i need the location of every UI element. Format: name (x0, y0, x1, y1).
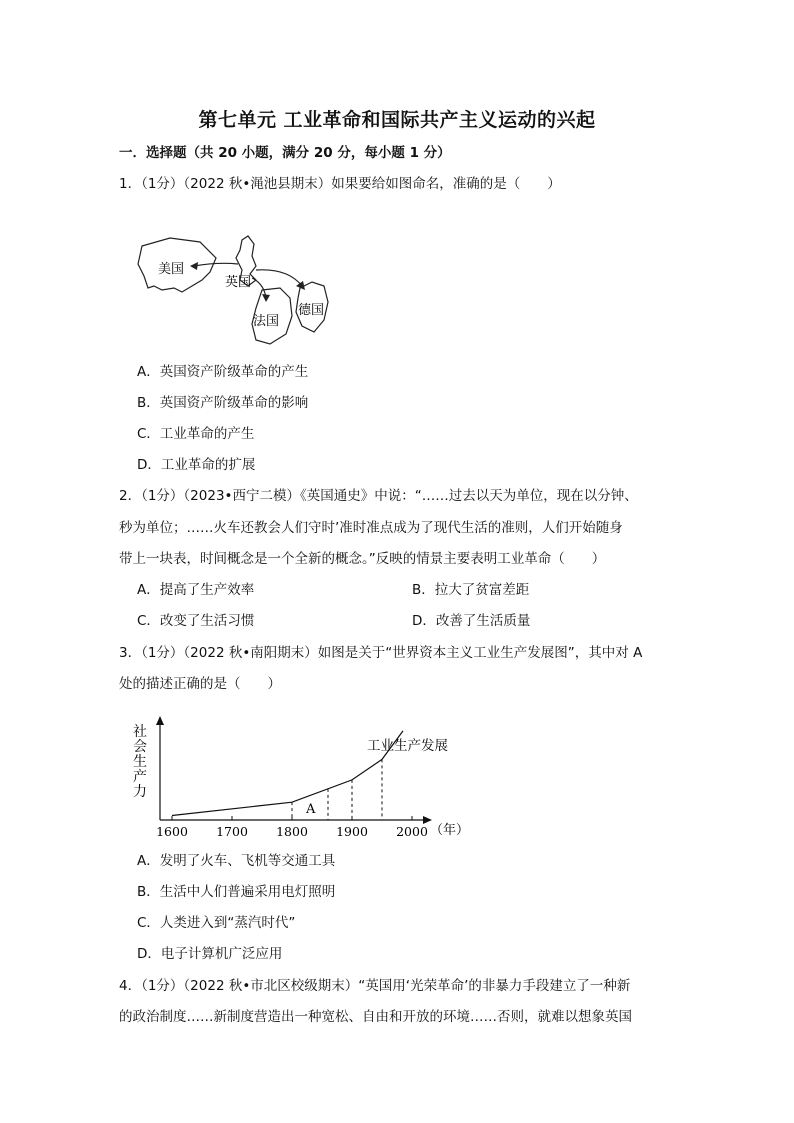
y-label-char-3: 产 (133, 769, 147, 785)
region-label-a: A (306, 802, 316, 817)
q1-option-a[interactable]: A．英国资产阶级革命的产生 (137, 364, 309, 380)
industrial-spread-map (130, 228, 360, 350)
x-tick-label-1700: 1700 (216, 824, 248, 839)
x-tick-label-1600: 1600 (156, 824, 188, 839)
map-label-germany: 德国 (298, 303, 325, 318)
q1-option-d[interactable]: D．工业革命的扩展 (137, 457, 256, 473)
q2-option-b[interactable]: B．拉大了贫富差距 (412, 582, 530, 598)
q3-option-a[interactable]: A．发明了火车、飞机等交通工具 (137, 853, 336, 869)
q2-option-c[interactable]: C．改变了生活习惯 (137, 613, 255, 629)
q2-stem-line3: 带上一块表，时间概念是一个全新的概念。”反映的情景主要表明工业革命（ ） (119, 551, 606, 567)
y-label-char-0: 社 (133, 724, 147, 740)
y-label-char-4: 力 (133, 784, 147, 800)
map-label-britain: 英国 (225, 275, 252, 290)
map-label-usa: 美国 (158, 262, 185, 277)
arrow-to-germany (256, 270, 302, 286)
q1-option-b[interactable]: B．英国资产阶级革命的影响 (137, 395, 309, 411)
q3-stem-line2: 处的描述正确的是（ ） (119, 676, 281, 692)
map-label-france: 法国 (253, 314, 280, 329)
industrial-production-chart (130, 716, 490, 846)
x-tick-label-2000: 2000 (396, 824, 428, 839)
y-label-char-1: 会 (133, 739, 147, 755)
q1-option-c[interactable]: C．工业革命的产生 (137, 426, 255, 442)
section-heading: 一．选择题（共 20 小题，满分 20 分，每小题 1 分） (119, 145, 451, 161)
y-axis-label (133, 724, 147, 800)
x-tick-label-1900: 1900 (336, 824, 368, 839)
x-unit-label: （年） (430, 823, 470, 838)
q3-option-c[interactable]: C．人类进入到“蒸汽时代” (137, 915, 296, 931)
series-label: 工业生产发展 (367, 738, 448, 754)
arrow-to-usa (194, 263, 238, 266)
q2-option-a[interactable]: A．提高了生产效率 (137, 582, 255, 598)
q2-stem-line1: 2．（1分）（2023•西宁二模）《英国通史》中说：“……过去以天为单位，现在以分钟、 (119, 488, 638, 504)
q3-stem-line1: 3．（1分）（2022 秋•南阳期末）如图是关于“世界资本主义工业生产发展图”，其中对 A (119, 645, 643, 661)
page-title: 第七单元 工业革命和国际共产主义运动的兴起 (198, 109, 596, 131)
q2-option-d[interactable]: D．改善了生活质量 (412, 613, 531, 629)
x-tick-label-1800: 1800 (276, 824, 308, 839)
q1-stem: 1．（1分）（2022 秋•渑池县期末）如果要给如图命名，准确的是（ ） (119, 176, 561, 192)
q2-stem-line2: 秒为单位；……火车还教会人们守时’准时准点成为了现代生活的准则，人们开始随身 (119, 520, 623, 536)
q3-option-d[interactable]: D．电子计算机广泛应用 (137, 946, 283, 962)
q3-option-b[interactable]: B．生活中人们普遍采用电灯照明 (137, 884, 336, 900)
q4-stem-line1: 4．（1分）（2022 秋•市北区校级期末）“英国用‘光荣革命’的非暴力手段建立了一种新 (119, 978, 631, 994)
y-label-char-2: 生 (133, 754, 147, 770)
q4-stem-line2: 的政治制度……新制度营造出一种宽松、自由和开放的环境……否则，就难以想象英国 (119, 1009, 632, 1025)
y-axis-arrow (156, 716, 164, 725)
